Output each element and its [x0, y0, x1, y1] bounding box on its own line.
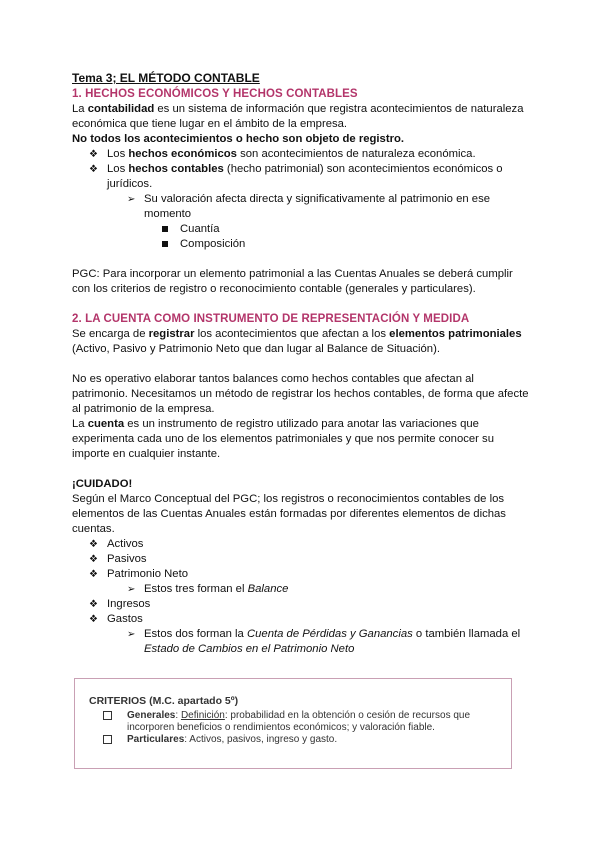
- paragraph: Se encarga de registrar los acontecimientos que afectan a los elementos patrimoniales (Activo, Pasivo y Patrimonio Neto que dan lugar al Balance de Situación).: [72, 328, 522, 355]
- paragraph: Según el Marco Conceptual del PGC; los registros o reconocimientos contables de los elementos de las Cuentas Anuales están formadas por diferentes elementos de dichas cuentas.: [72, 493, 506, 535]
- arrow-bullet-icon: ➢: [127, 629, 136, 640]
- bold-statement: No todos los acontecimientos o hecho son objeto de registro.: [72, 133, 405, 145]
- paragraph: No es operativo elaborar tantos balances como hechos contables que afectan al patrimonio. Necesitamos un método de registrar los hechos contables, de forma que afecte al patrimonio de la empresa.: [72, 373, 529, 415]
- diamond-bullet-icon: ❖: [89, 164, 98, 175]
- list-item: ❖ Pasivos: [89, 553, 147, 565]
- diamond-bullet-icon: ❖: [89, 149, 98, 160]
- list-item: Particulares: Activos, pasivos, ingreso y gasto.: [89, 734, 499, 746]
- list-item: ➢ Estos dos forman la Cuenta de Pérdidas y Ganancias o también llamada el Estado de Cambios en el Patrimonio Neto: [127, 628, 521, 655]
- list-item: ❖ Activos: [89, 538, 144, 550]
- diamond-bullet-icon: ❖: [89, 614, 98, 625]
- list-item: ❖ Ingresos: [89, 598, 151, 610]
- diamond-bullet-icon: ❖: [89, 539, 98, 550]
- list-item: ❖ Gastos: [89, 613, 143, 625]
- list-item: ❖ Los hechos económicos son acontecimientos de naturaleza económica.: [89, 148, 476, 160]
- arrow-bullet-icon: ➢: [127, 194, 136, 205]
- checkbox-bullet-icon: [103, 735, 112, 744]
- square-bullet-icon: [162, 241, 168, 247]
- section-2-heading: 2. LA CUENTA COMO INSTRUMENTO DE REPRESENTACIÓN Y MEDIDA: [72, 313, 470, 325]
- bullet-list: [72, 537, 532, 582]
- section-1-heading: 1. HECHOS ECONÓMICOS Y HECHOS CONTABLES: [72, 88, 358, 100]
- list-item: Cuantía: [72, 222, 532, 237]
- checkbox-bullet-icon: [103, 711, 112, 720]
- arrow-bullet-icon: ➢: [127, 584, 136, 595]
- list-item: ❖ Patrimonio Neto: [89, 568, 188, 580]
- criterios-box: [74, 678, 512, 769]
- paragraph: PGC: Para incorporar un elemento patrimonial a las Cuentas Anuales se deberá cumplir con los criterios de registro o reconocimiento contable (generales y particulares).: [72, 268, 513, 295]
- bullet-list: [72, 147, 532, 192]
- diamond-bullet-icon: ❖: [89, 554, 98, 565]
- paragraph: La cuenta es un instrumento de registro utilizado para anotar las variaciones que experimenta cada uno de los elementos patrimoniales y que nos permite conocer su importe en cualquier instante.: [72, 418, 494, 460]
- paragraph: La contabilidad es un sistema de información que registra acontecimientos de naturaleza económica que tiene lugar en el ámbito de la empresa.: [72, 103, 524, 130]
- list-item: ➢ Estos tres forman el Balance: [127, 583, 289, 595]
- square-bullet-icon: [162, 226, 168, 232]
- diamond-bullet-icon: ❖: [89, 599, 98, 610]
- cuidado-heading: ¡CUIDADO!: [72, 478, 133, 490]
- list-item: Generales: Definición: probabilidad en la obtención o cesión de recursos que incorporen beneficios o rendimientos económicos; y valoración fiable.: [89, 710, 499, 734]
- document-page: [72, 70, 532, 657]
- page-title: Tema 3; EL MÉTODO CONTABLE: [72, 71, 260, 85]
- list-item: Composición: [72, 237, 532, 252]
- list-item: ❖ Los hechos contables (hecho patrimonial) son acontecimientos económicos o jurídicos.: [89, 163, 503, 190]
- box-title: CRITERIOS (M.C. apartado 5º): [89, 695, 239, 707]
- diamond-bullet-icon: ❖: [89, 569, 98, 580]
- bullet-list: [72, 597, 532, 627]
- list-item: ➢ Su valoración afecta directa y significativamente al patrimonio en ese momento: [127, 193, 490, 220]
